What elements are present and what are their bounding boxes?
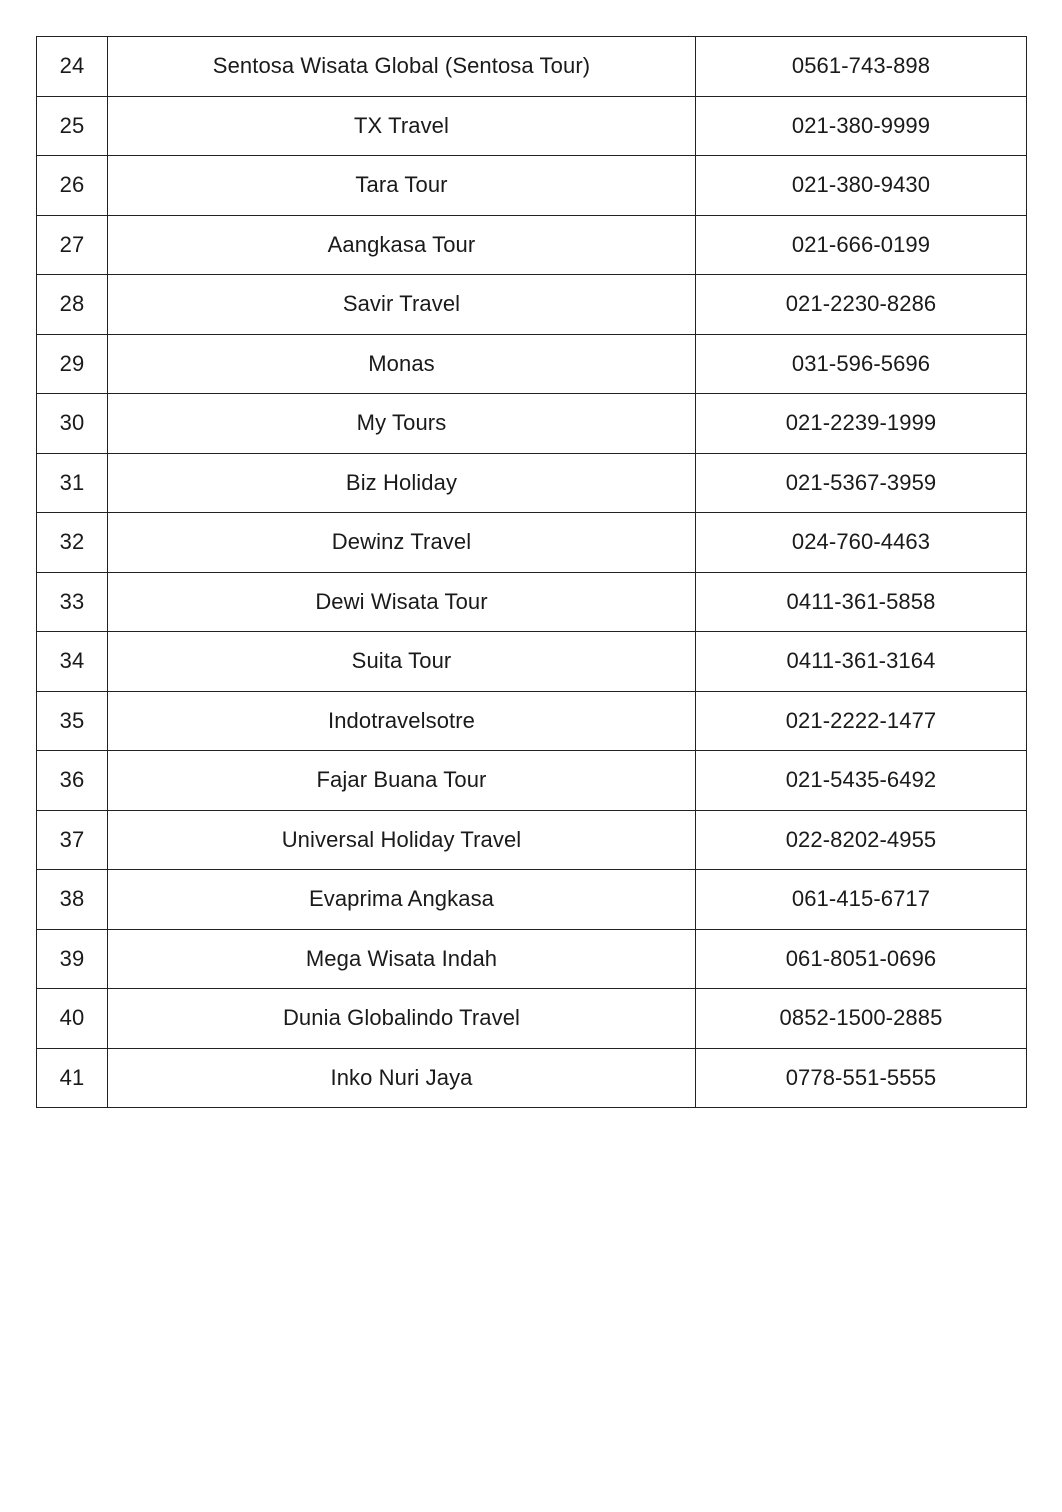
phone-number: 0778-551-5555	[696, 1048, 1027, 1108]
phone-number: 021-5435-6492	[696, 751, 1027, 811]
table-row	[37, 691, 1027, 751]
agency-name: Indotravelsotre	[108, 691, 696, 751]
row-number: 31	[37, 453, 108, 513]
phone-number: 031-596-5696	[696, 334, 1027, 394]
row-number: 27	[37, 215, 108, 275]
table-row	[37, 870, 1027, 930]
row-number: 28	[37, 275, 108, 335]
phone-number: 021-666-0199	[696, 215, 1027, 275]
agency-name: My Tours	[108, 394, 696, 454]
phone-number: 0561-743-898	[696, 37, 1027, 97]
agency-name: Universal Holiday Travel	[108, 810, 696, 870]
table-row	[37, 929, 1027, 989]
row-number: 34	[37, 632, 108, 692]
agency-name: Dewi Wisata Tour	[108, 572, 696, 632]
travel-agency-table	[36, 36, 1027, 1108]
row-number: 40	[37, 989, 108, 1049]
row-number: 41	[37, 1048, 108, 1108]
table-row	[37, 96, 1027, 156]
phone-number: 021-2239-1999	[696, 394, 1027, 454]
agency-name: Mega Wisata Indah	[108, 929, 696, 989]
agency-name: Tara Tour	[108, 156, 696, 216]
row-number: 36	[37, 751, 108, 811]
table-row	[37, 394, 1027, 454]
document-page	[36, 36, 1026, 1108]
row-number: 25	[37, 96, 108, 156]
phone-number: 0411-361-5858	[696, 572, 1027, 632]
agency-name: Dewinz Travel	[108, 513, 696, 573]
agency-name: Savir Travel	[108, 275, 696, 335]
table-row	[37, 275, 1027, 335]
phone-number: 061-8051-0696	[696, 929, 1027, 989]
agency-name: Evaprima Angkasa	[108, 870, 696, 930]
row-number: 37	[37, 810, 108, 870]
agency-name: Fajar Buana Tour	[108, 751, 696, 811]
row-number: 29	[37, 334, 108, 394]
row-number: 39	[37, 929, 108, 989]
table-row	[37, 632, 1027, 692]
table-row	[37, 334, 1027, 394]
phone-number: 021-380-9999	[696, 96, 1027, 156]
table-row	[37, 215, 1027, 275]
table-row	[37, 513, 1027, 573]
agency-name: Monas	[108, 334, 696, 394]
phone-number: 061-415-6717	[696, 870, 1027, 930]
phone-number: 0852-1500-2885	[696, 989, 1027, 1049]
agency-name: Aangkasa Tour	[108, 215, 696, 275]
agency-name: Suita Tour	[108, 632, 696, 692]
phone-number: 022-8202-4955	[696, 810, 1027, 870]
phone-number: 024-760-4463	[696, 513, 1027, 573]
phone-number: 021-380-9430	[696, 156, 1027, 216]
table-row	[37, 37, 1027, 97]
table-row	[37, 453, 1027, 513]
row-number: 38	[37, 870, 108, 930]
table-row	[37, 810, 1027, 870]
row-number: 24	[37, 37, 108, 97]
row-number: 32	[37, 513, 108, 573]
table-row	[37, 989, 1027, 1049]
table-row	[37, 156, 1027, 216]
table-row	[37, 572, 1027, 632]
row-number: 30	[37, 394, 108, 454]
table-row	[37, 1048, 1027, 1108]
agency-name: Dunia Globalindo Travel	[108, 989, 696, 1049]
row-number: 33	[37, 572, 108, 632]
row-number: 35	[37, 691, 108, 751]
agency-name: Biz Holiday	[108, 453, 696, 513]
agency-name: TX Travel	[108, 96, 696, 156]
agency-name: Sentosa Wisata Global (Sentosa Tour)	[108, 37, 696, 97]
agency-name: Inko Nuri Jaya	[108, 1048, 696, 1108]
phone-number: 021-5367-3959	[696, 453, 1027, 513]
phone-number: 0411-361-3164	[696, 632, 1027, 692]
phone-number: 021-2230-8286	[696, 275, 1027, 335]
table-row	[37, 751, 1027, 811]
row-number: 26	[37, 156, 108, 216]
phone-number: 021-2222-1477	[696, 691, 1027, 751]
